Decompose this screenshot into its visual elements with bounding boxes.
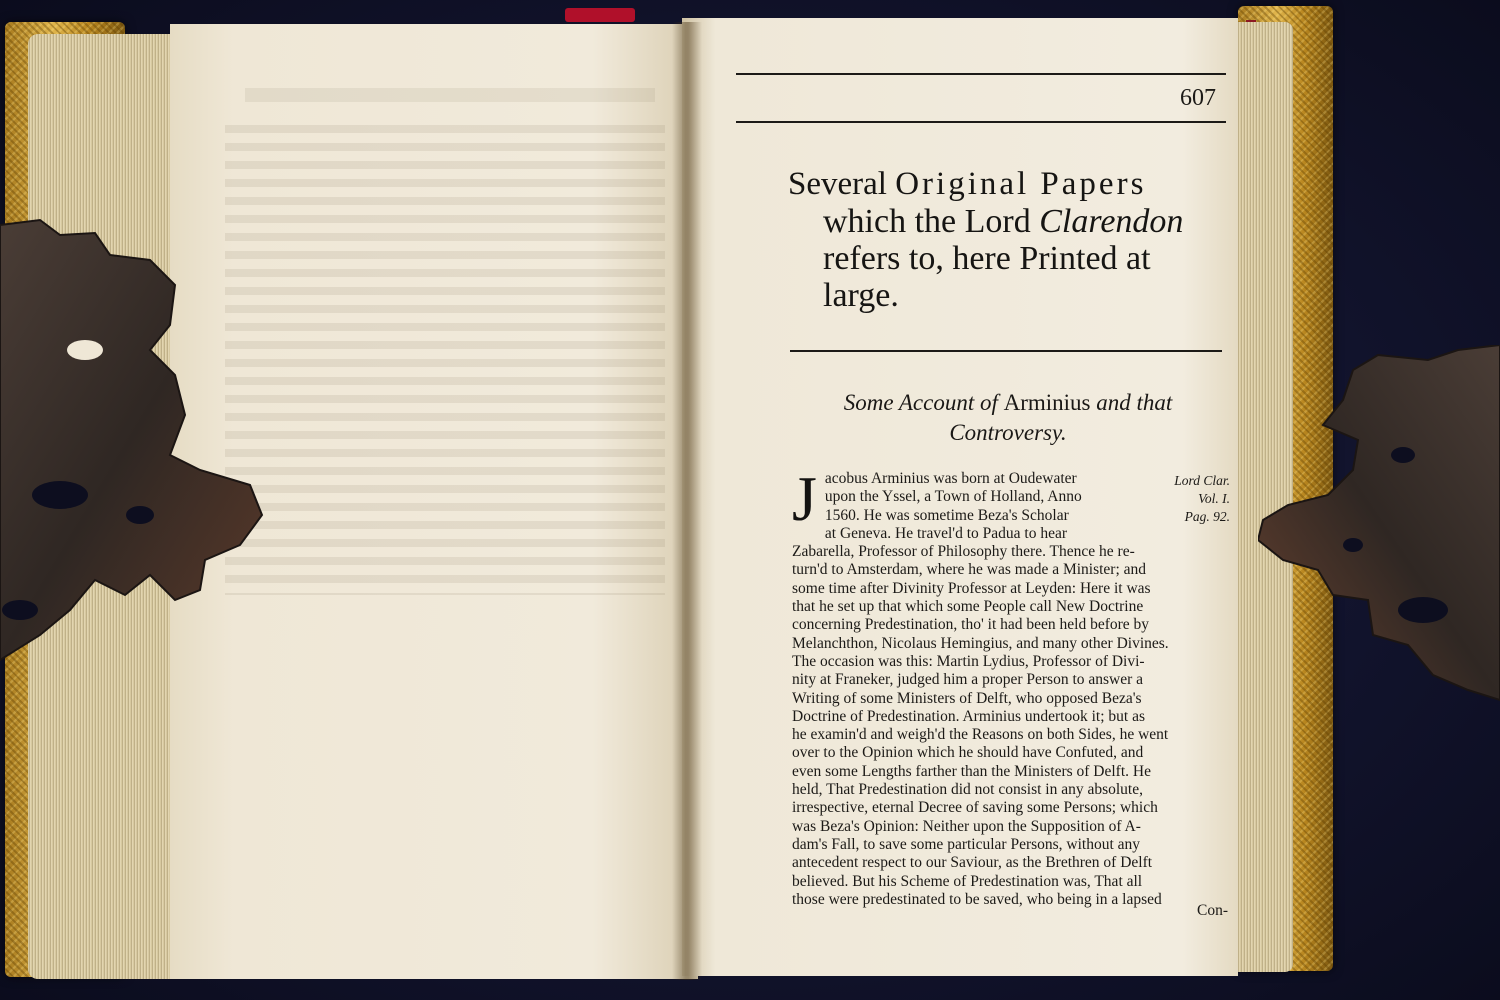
body-line: held, That Predestination did not consist in any absolute, <box>792 781 1143 799</box>
heading-line2-text: which the Lord <box>823 203 1040 240</box>
heading-small-caps: Original Papers <box>895 166 1147 202</box>
heading-line3: refers to, here Printed at <box>823 240 1151 277</box>
body-text <box>792 463 1232 909</box>
drop-cap: J <box>792 463 817 534</box>
body-line: that he set up that which some People call New Doctrine <box>792 598 1144 616</box>
ribbon-bookmark <box>565 8 635 22</box>
page-number: 607 <box>1180 85 1216 111</box>
book-gutter <box>672 22 702 980</box>
subheading-part-a: Some Account of <box>843 390 1004 415</box>
body-line: some time after Divinity Professor at Leyden: Here it was <box>792 579 1151 597</box>
body-line: Melanchthon, Nicolaus Hemingius, and many other Divines. <box>792 634 1169 652</box>
body-line: Zabarella, Professor of Philosophy there. Thence he re- <box>792 543 1135 561</box>
right-page-clip <box>1258 345 1500 765</box>
heading-line4: large. <box>823 277 899 314</box>
body-line: nity at Franeker, judged him a proper Person to answer a <box>792 671 1144 689</box>
heading-clarendon: Clarendon <box>1039 203 1184 240</box>
body-line: turn'd to Amsterdam, where he was made a Minister; and <box>792 561 1147 579</box>
margin-note-line2: Vol. I. <box>1198 491 1230 506</box>
catchword: Con- <box>1197 902 1228 919</box>
page-heading <box>788 166 1238 314</box>
body-line: antecedent respect to our Saviour, as the Brethren of Delft <box>792 854 1153 872</box>
body-line: 1560. He was sometime Beza's Scholar <box>824 506 1069 524</box>
subheading-line2: Controversy. <box>949 420 1067 445</box>
body-line: Writing of some Ministers of Delft, who opposed Beza's <box>792 689 1142 707</box>
body-line: acobus Arminius was born at Oudewater <box>824 470 1077 487</box>
body-line: concerning Predestination, tho' it had been held before by <box>792 616 1150 634</box>
header-rule-top <box>736 73 1226 75</box>
heading-line1-text: Several <box>788 166 896 202</box>
margin-note-line3: Pag. 92. <box>1184 509 1230 524</box>
body-line: The occasion was this: Martin Lydius, Professor of Divi- <box>792 652 1145 670</box>
left-page-show-through-header <box>245 88 655 102</box>
body-lines <box>792 463 1232 909</box>
margin-note-line1: Lord Clar. <box>1174 473 1230 488</box>
body-line: believed. But his Scheme of Predestination was, That all <box>792 872 1143 890</box>
section-subheading <box>808 388 1208 448</box>
body-line: dam's Fall, to save some particular Persons, without any <box>792 835 1141 853</box>
header-rule-bottom <box>736 121 1226 123</box>
body-line: those were predestinated to be saved, who being in a lapsed <box>792 890 1162 908</box>
subheading-arminius: Arminius <box>1003 390 1091 415</box>
body-line: irrespective, eternal Decree of saving some Persons; which <box>792 799 1158 817</box>
body-line: upon the Yssel, a Town of Holland, Anno <box>824 488 1082 506</box>
body-line: Doctrine of Predestination. Arminius undertook it; but as <box>792 707 1146 725</box>
body-line: was Beza's Opinion: Neither upon the Supposition of A- <box>792 817 1141 835</box>
body-line: over to the Opinion which he should have Confuted, and <box>792 744 1144 762</box>
subheading-part-c: and that <box>1090 390 1173 415</box>
body-line: at Geneva. He travel'd to Padua to hear <box>824 524 1067 542</box>
section-rule <box>790 350 1222 352</box>
left-page-show-through-text <box>225 125 665 595</box>
left-page-clip <box>0 215 265 675</box>
body-line: he examin'd and weigh'd the Reasons on both Sides, he went <box>792 726 1169 744</box>
body-line: even some Lengths farther than the Ministers of Delft. He <box>792 762 1151 780</box>
